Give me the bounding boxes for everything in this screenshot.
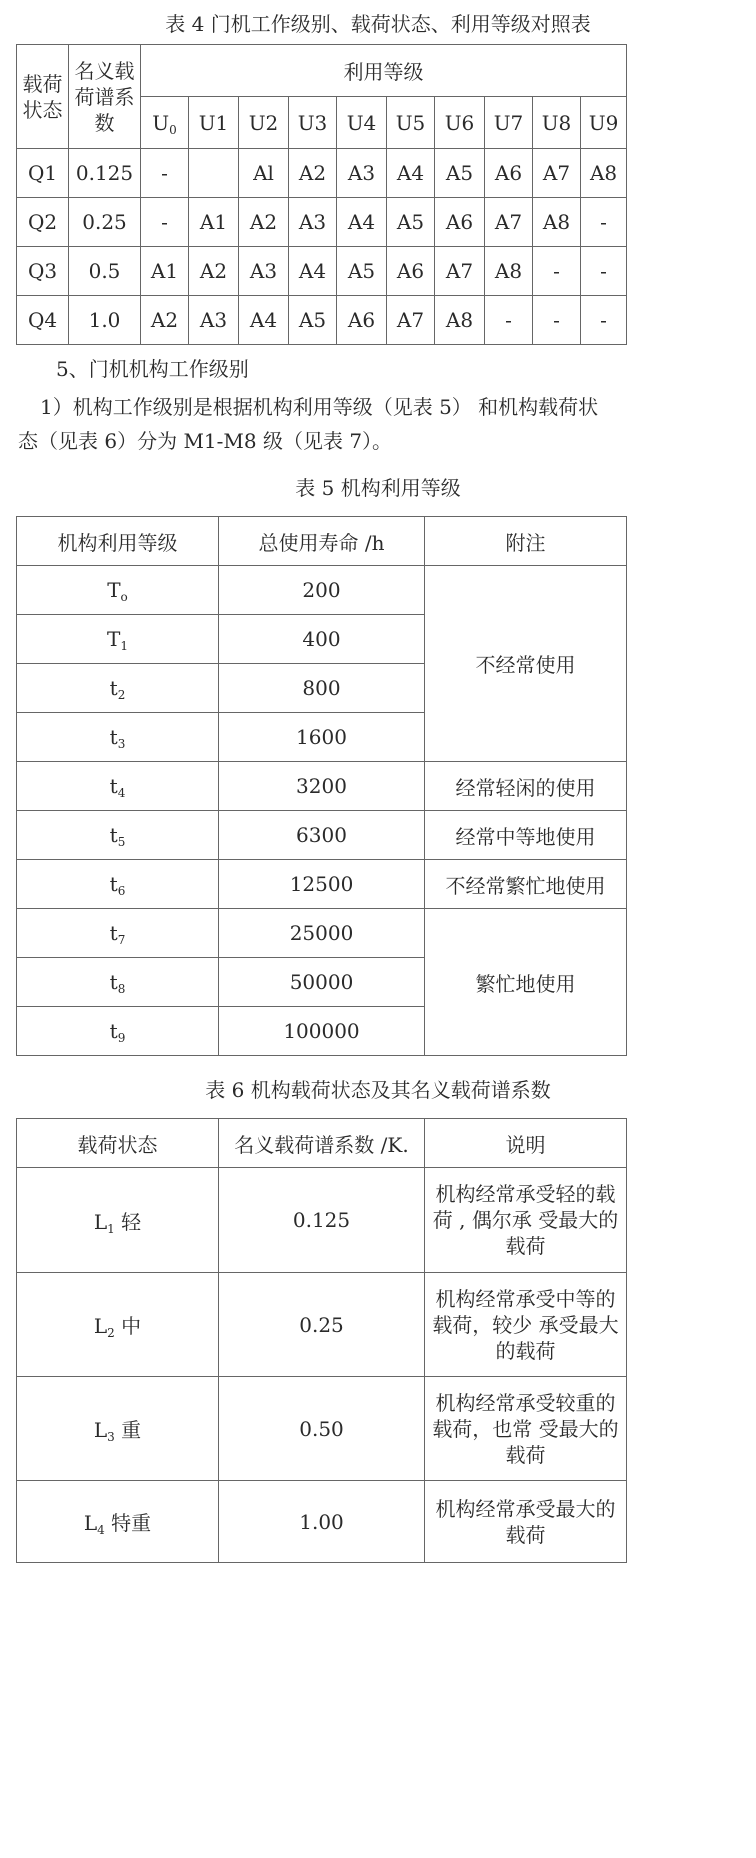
cell (189, 149, 239, 198)
cell: A5 (289, 296, 337, 345)
load-state: $L_3$ 重 (17, 1377, 219, 1481)
description: 机构经常承受中等的 载荷，较少 承受最大 的载荷 (425, 1273, 627, 1377)
cell: A6 (337, 296, 387, 345)
cell: - (141, 149, 189, 198)
header-load-state: 载荷 状态 (17, 45, 69, 149)
load-state: $L_2$ 中 (17, 1273, 219, 1377)
usage-class: $t_6$ (17, 860, 219, 909)
table6-caption: 表 6 机构载荷状态及其名义载荷谱系数 (205, 1078, 551, 1102)
table-row (17, 1377, 627, 1481)
cell: A7 (533, 149, 581, 198)
table-row (17, 198, 627, 247)
paragraph-line-2: 态（见表 6）分为 M1-M8 级（见表 7）。 (18, 429, 393, 453)
col-u6: U6 (435, 97, 485, 149)
total-life: 400 (219, 615, 425, 664)
table6 (16, 1118, 627, 1563)
table-row (17, 566, 627, 615)
row-coef: 0.125 (69, 149, 141, 198)
cell: A6 (485, 149, 533, 198)
cell: A1 (141, 247, 189, 296)
col-u3: U3 (289, 97, 337, 149)
total-life: 200 (219, 566, 425, 615)
header-description: 说明 (425, 1119, 627, 1168)
description: 机构经常承受较重的 载荷，也常 受最大的 载荷 (425, 1377, 627, 1481)
load-state: $L_1$ 轻 (17, 1168, 219, 1273)
table5-caption: 表 5 机构利用等级 (295, 476, 461, 500)
note-cell: 不经常使用 (425, 566, 627, 762)
header-nominal-coef: 名义载荷谱系数 /K. (219, 1119, 425, 1168)
table-row (17, 149, 627, 198)
cell: A1 (189, 198, 239, 247)
cell: A8 (533, 198, 581, 247)
table-row (17, 909, 627, 958)
row-state: Q3 (17, 247, 69, 296)
header-load-state: 载荷状态 (17, 1119, 219, 1168)
cell: - (581, 247, 627, 296)
col-u0: $U_0$ (141, 97, 189, 149)
cell: A2 (141, 296, 189, 345)
usage-class: $t_3$ (17, 713, 219, 762)
cell: A2 (189, 247, 239, 296)
header-usage-level: 利用等级 (141, 45, 627, 97)
load-state: $L_4$ 特重 (17, 1481, 219, 1563)
col-u1: U1 (189, 97, 239, 149)
cell: A8 (581, 149, 627, 198)
load-coef: 0.50 (219, 1377, 425, 1481)
cell: A6 (387, 247, 435, 296)
usage-class: $t_9$ (17, 1007, 219, 1056)
header-total-life: 总使用寿命 /h (219, 517, 425, 566)
load-coef: 0.25 (219, 1273, 425, 1377)
total-life: 3200 (219, 762, 425, 811)
cell: A3 (239, 247, 289, 296)
note-cell: 不经常繁忙地使用 (425, 860, 627, 909)
section-heading: 5、门机机构工作级别 (56, 357, 249, 381)
table-row (17, 1168, 627, 1273)
total-life: 1600 (219, 713, 425, 762)
usage-class: $T_o$ (17, 566, 219, 615)
cell: A3 (337, 149, 387, 198)
note-cell: 繁忙地使用 (425, 909, 627, 1056)
table-header-row (17, 517, 627, 566)
note-cell: 经常中等地使用 (425, 811, 627, 860)
table5 (16, 516, 627, 1056)
col-u5: U5 (387, 97, 435, 149)
table-row (17, 296, 627, 345)
cell: A8 (435, 296, 485, 345)
row-coef: 0.5 (69, 247, 141, 296)
cell: A2 (289, 149, 337, 198)
cell: A5 (337, 247, 387, 296)
cell: A2 (239, 198, 289, 247)
row-coef: 1.0 (69, 296, 141, 345)
load-coef: 0.125 (219, 1168, 425, 1273)
cell: - (581, 296, 627, 345)
table-row (17, 1273, 627, 1377)
cell: A3 (189, 296, 239, 345)
usage-class: $t_5$ (17, 811, 219, 860)
col-u2: U2 (239, 97, 289, 149)
row-state: Q4 (17, 296, 69, 345)
row-state: Q2 (17, 198, 69, 247)
row-coef: 0.25 (69, 198, 141, 247)
header-notes: 附注 (425, 517, 627, 566)
cell: A7 (387, 296, 435, 345)
table-row (17, 811, 627, 860)
cell: A4 (387, 149, 435, 198)
cell: Al (239, 149, 289, 198)
table-header-row (17, 1119, 627, 1168)
load-coef: 1.00 (219, 1481, 425, 1563)
usage-class: $T_1$ (17, 615, 219, 664)
total-life: 50000 (219, 958, 425, 1007)
table4 (16, 44, 627, 345)
table-row (17, 247, 627, 296)
cell: A7 (435, 247, 485, 296)
total-life: 6300 (219, 811, 425, 860)
cell: A4 (289, 247, 337, 296)
table-row (17, 762, 627, 811)
table-row (17, 860, 627, 909)
cell: - (533, 247, 581, 296)
table-row (17, 1481, 627, 1563)
total-life: 25000 (219, 909, 425, 958)
total-life: 100000 (219, 1007, 425, 1056)
cell: - (141, 198, 189, 247)
cell: A7 (485, 198, 533, 247)
cell: A3 (289, 198, 337, 247)
total-life: 800 (219, 664, 425, 713)
cell: A5 (435, 149, 485, 198)
usage-class: $t_4$ (17, 762, 219, 811)
cell: A5 (387, 198, 435, 247)
col-u4: U4 (337, 97, 387, 149)
cell: A4 (337, 198, 387, 247)
description: 机构经常承受轻的载 荷 , 偶尔承 受最大的 载荷 (425, 1168, 627, 1273)
cell: A8 (485, 247, 533, 296)
col-u8: U8 (533, 97, 581, 149)
header-nominal-coef: 名义载 荷谱系 数 (69, 45, 141, 149)
usage-class: $t_7$ (17, 909, 219, 958)
usage-class: $t_2$ (17, 664, 219, 713)
cell: - (485, 296, 533, 345)
cell: A6 (435, 198, 485, 247)
paragraph-line-1: 1）机构工作级别是根据机构利用等级（见表 5） 和机构载荷状 (40, 395, 599, 419)
note-cell: 经常轻闲的使用 (425, 762, 627, 811)
header-usage-level: 机构利用等级 (17, 517, 219, 566)
col-u9: U9 (581, 97, 627, 149)
cell: A4 (239, 296, 289, 345)
total-life: 12500 (219, 860, 425, 909)
table4-caption: 表 4 门机工作级别、载荷状态、利用等级对照表 (165, 12, 591, 36)
usage-class: $t_8$ (17, 958, 219, 1007)
cell: - (533, 296, 581, 345)
description: 机构经常承受最大的 载荷 (425, 1481, 627, 1563)
cell: - (581, 198, 627, 247)
row-state: Q1 (17, 149, 69, 198)
col-u7: U7 (485, 97, 533, 149)
